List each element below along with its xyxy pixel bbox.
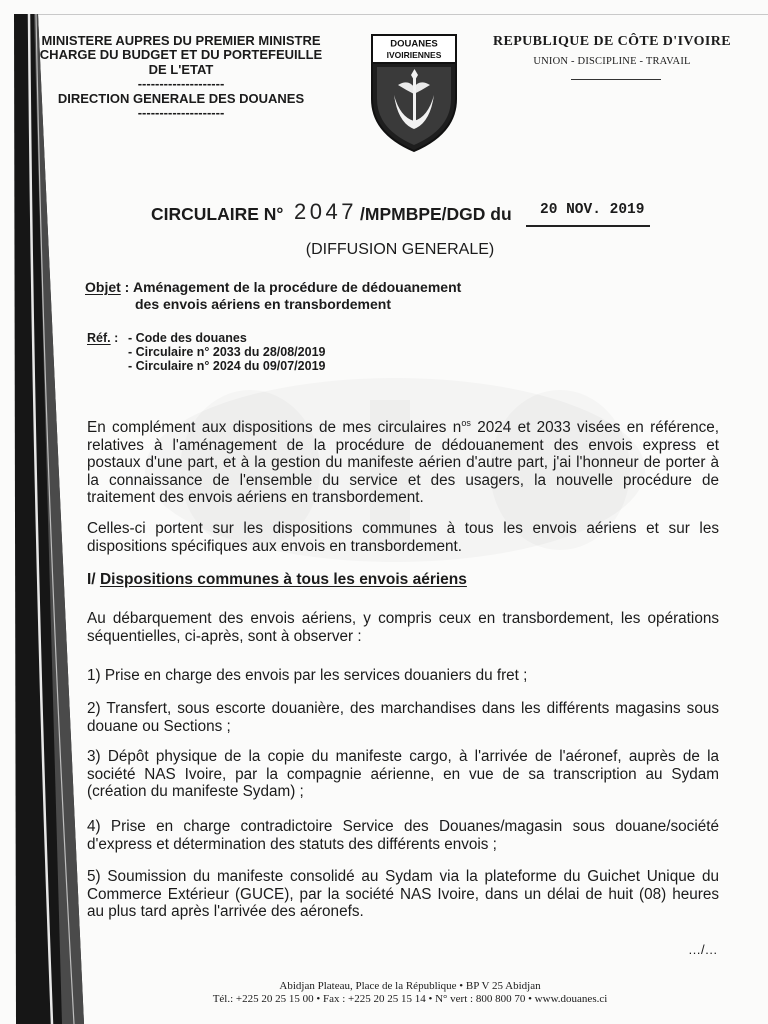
separator: -------------------- [137,76,225,92]
scope-paragraph [87,520,719,555]
ref-label-text: Réf. [87,331,111,345]
paragraph-line: (création du manifeste Sydam) ; [87,783,304,800]
circular-title-prefix: CIRCULAIRE N° [151,204,284,224]
page-footer [160,980,660,1006]
objet-label [85,279,129,296]
ministry-line: CHARGE DU BUDGET ET DU PORTEFEUILLE [39,47,323,63]
list-item-3 [87,748,719,801]
logo-text-line2: IVOIRIENNES [386,50,442,60]
section-intro-paragraph [87,610,719,645]
motto-underline [571,79,661,80]
list-item-4 [87,818,719,853]
list-item-1 [87,667,719,685]
section-number: I/ [87,571,96,588]
paragraph-line: 3) Dépôt physique de la copie du manifeste cargo, à l'arrivée de l'aéronef, auprès de la [87,748,719,765]
paragraph-line: douane ou Sections ; [87,717,231,735]
paragraph-line: Commerce Extérieur (GUCE), par la société NAS Ivoire, dans un délai de huit (08) heures [87,885,719,903]
list-item-5 [87,868,719,921]
paragraph-line: postaux d'une part, et à la gestion du manifeste aérien d'autre part, j'ai l'honneur de porter à [87,454,719,471]
objet-label-text: Objet [85,279,121,295]
paragraph-line: séquentielles, ci-après, sont à observer : [87,627,362,645]
republic-header [482,33,742,69]
diffusion-label: (DIFFUSION GENERALE) [305,241,495,258]
ministry-line: DE L'ETAT [148,61,214,77]
direction-name: DIRECTION GENERALE DES DOUANES [57,90,305,106]
section-title: Dispositions communes à tous les envois aériens [99,571,467,588]
paragraph-line: société NAS Ivoire, par la compagnie aérienne, en vue de sa transcription au Sydam [87,765,719,783]
customs-shield-logo [368,33,460,153]
footer-address: Abidjan Plateau, Place de la République • BP V 25 Abidjan [279,980,541,992]
ministry-header [30,34,332,120]
paragraph-line: Au débarquement des envois aériens, y compris ceux en transbordement, les opérations [87,610,719,627]
paragraph-line: Celles-ci portent sur les dispositions communes à tous les envois aériens et sur les [87,520,719,537]
continuation-marker: …/… [688,942,718,957]
paragraph-line: la connaissance de l'ensemble du service et des usagers, la nouvelle procédure de [87,471,719,489]
line-text: 2024 et 2033 visées en référence, [470,419,719,436]
ministry-line: MINISTERE AUPRES DU PREMIER MINISTRE [41,33,321,48]
section-heading [87,571,467,589]
national-motto: UNION - DISCIPLINE - TRAVAIL [533,56,691,67]
separator: -------------------- [137,105,225,121]
scan-top-edge [14,14,768,15]
line-text: En complément aux dispositions de mes circulaires n [87,419,462,436]
circular-date-stamp: 20 NOV. 2019 [540,202,645,218]
paragraph-line: 1) Prise en charge des envois par les services douaniers du fret ; [87,667,528,684]
paragraph-line: d'express et détermination des statuts des différents envois ; [87,835,497,853]
paragraph-line: 5) Soumission du manifeste consolidé au Sydam via la plateforme du Guichet Unique du [87,868,719,885]
intro-paragraph [87,419,719,507]
paragraph-line: dispositions spécifiques aux envois en transbordement. [87,537,462,555]
ref-item: - Circulaire n° 2024 du 09/07/2019 [128,359,326,373]
republic-name: REPUBLIQUE DE CÔTE D'IVOIRE [492,34,732,49]
objet-colon: : [120,279,130,295]
paragraph-line: 2) Transfert, sous escorte douanière, des marchandises dans les différents magasins sous [87,700,719,717]
paragraph-line: traitement des envois aériens en transbordement. [87,489,424,506]
date-underline [526,225,650,227]
paragraph-line: au plus tard après l'arrivée des aéronefs. [87,903,364,920]
objet-line: Aménagement de la procédure de dédouanement [133,279,462,295]
circular-number: 2047 [294,199,357,224]
objet-text [133,279,461,313]
ref-colon: : [110,331,119,345]
paragraph-line [87,419,719,437]
footer-contacts: Tél.: +225 20 25 15 00 • Fax : +225 20 25 15 14 • N° vert : 800 800 70 • www.douanes.ci [212,993,608,1005]
ref-list [128,331,325,373]
paragraph-line: 4) Prise en charge contradictoire Service des Douanes/magasin sous douane/société [87,818,719,835]
objet-line: des envois aériens en transbordement [135,296,391,312]
ref-item: - Circulaire n° 2033 du 28/08/2019 [128,345,326,359]
ref-item: - Code des douanes [128,331,247,345]
circular-reference: /MPMBPE/DGD du [360,204,512,224]
superscript: os [461,418,471,428]
ref-label [87,331,118,345]
logo-text-line1: DOUANES [390,38,438,50]
list-item-2 [87,700,719,735]
paragraph-line: relatives à l'aménagement de la procédure de dédouanement des envois express et [87,436,719,454]
